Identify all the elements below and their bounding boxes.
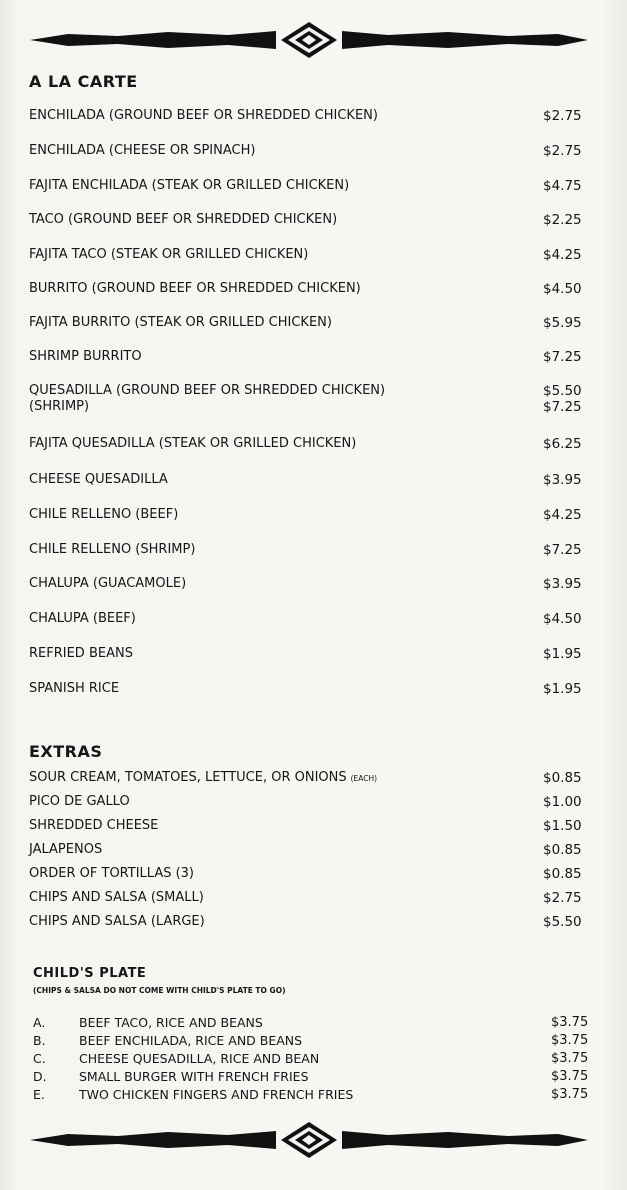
menu-item-name: ENCHILADA (CHEESE OR SPINACH) — [29, 143, 256, 158]
a-la-carte-heading: A LA CARTE — [29, 72, 138, 91]
menu-item-secondary-name: (SHRIMP) — [29, 399, 90, 414]
menu-item-price: $7.25 — [543, 349, 582, 365]
extra-item-name — [29, 818, 158, 833]
menu-item-name: CHILE RELLENO (SHRIMP) — [29, 542, 196, 557]
menu-item-secondary-price: $7.25 — [543, 399, 582, 415]
menu-item-price: $4.25 — [543, 507, 582, 523]
childs-plate-price: $3.75 — [551, 1069, 589, 1084]
extra-item-price: $1.00 — [543, 794, 582, 810]
menu-item-name: FAJITA BURRITO (STEAK OR GRILLED CHICKEN) — [29, 315, 332, 330]
menu-item-price: $5.50 — [543, 383, 582, 399]
menu-item-name: CHEESE QUESADILLA — [29, 472, 168, 487]
menu-item-price: $5.95 — [543, 315, 582, 331]
childs-plate-description: SMALL BURGER WITH FRENCH FRIES — [79, 1069, 309, 1084]
bottom-ornament-divider — [28, 1120, 590, 1160]
menu-item-name: SPANISH RICE — [29, 681, 120, 696]
menu-item-name: FAJITA QUESADILLA (STEAK OR GRILLED CHICKEN) — [29, 436, 357, 451]
childs-plate-price: $3.75 — [551, 1087, 589, 1102]
childs-plate-letter: E. — [33, 1087, 45, 1102]
menu-item-price: $2.75 — [543, 108, 582, 124]
childs-plate-letter: A. — [33, 1015, 46, 1030]
childs-plate-note: (CHIPS & SALSA DO NOT COME WITH CHILD'S PLATE TO GO) — [33, 986, 286, 995]
menu-item-price: $4.25 — [543, 247, 582, 263]
extra-item-name — [29, 914, 205, 929]
extra-item-price: $0.85 — [543, 770, 582, 786]
extras-heading: EXTRAS — [29, 742, 103, 761]
extra-item-name — [29, 890, 204, 905]
extra-item-name — [29, 842, 102, 857]
menu-item-price: $7.25 — [543, 542, 582, 558]
extra-item-name-text: PICO DE GALLO — [29, 794, 130, 809]
childs-plate-letter: D. — [33, 1069, 47, 1084]
menu-item-name: CHALUPA (BEEF) — [29, 611, 136, 626]
menu-item-name: SHRIMP BURRITO — [29, 349, 142, 364]
childs-plate-description: CHEESE QUESADILLA, RICE AND BEAN — [79, 1051, 320, 1066]
extra-item-price: $5.50 — [543, 914, 582, 930]
extra-item-name-text: CHIPS AND SALSA (LARGE) — [29, 914, 205, 929]
extra-item-name — [29, 770, 377, 785]
menu-item-price: $1.95 — [543, 681, 582, 697]
childs-plate-letter: C. — [33, 1051, 46, 1066]
extra-item-name-text: SHREDDED CHEESE — [29, 818, 159, 833]
menu-item-name: CHILE RELLENO (BEEF) — [29, 507, 179, 522]
menu-item-price: $6.25 — [543, 436, 582, 452]
childs-plate-heading: CHILD'S PLATE — [33, 966, 147, 981]
menu-item-price: $1.95 — [543, 646, 582, 662]
childs-plate-price: $3.75 — [551, 1033, 589, 1048]
menu-item-name: QUESADILLA (GROUND BEEF OR SHREDDED CHICKEN) — [29, 383, 386, 398]
menu-item-price: $4.50 — [543, 281, 582, 297]
menu-item-price: $4.75 — [543, 178, 582, 194]
menu-item-name: FAJITA ENCHILADA (STEAK OR GRILLED CHICKEN) — [29, 178, 350, 193]
childs-plate-letter: B. — [33, 1033, 46, 1048]
menu-item-price: $3.95 — [543, 472, 582, 488]
menu-item-price: $3.95 — [543, 576, 582, 592]
top-ornament-divider — [28, 20, 590, 60]
extra-item-suffix: (EACH) — [350, 774, 378, 783]
menu-item-name: REFRIED BEANS — [29, 646, 133, 661]
extra-item-name-text: SOUR CREAM, TOMATOES, LETTUCE, OR ONIONS — [29, 770, 347, 785]
childs-plate-description: TWO CHICKEN FINGERS AND FRENCH FRIES — [79, 1087, 354, 1102]
menu-item-name: BURRITO (GROUND BEEF OR SHREDDED CHICKEN) — [29, 281, 361, 296]
extra-item-price: $2.75 — [543, 890, 582, 906]
menu-item-price: $2.75 — [543, 143, 582, 159]
extra-item-name — [29, 794, 130, 809]
childs-plate-description: BEEF TACO, RICE AND BEANS — [79, 1015, 263, 1030]
menu-item-name: FAJITA TACO (STEAK OR GRILLED CHICKEN) — [29, 247, 309, 262]
extra-item-name-text: ORDER OF TORTILLAS (3) — [29, 866, 195, 881]
extra-item-price: $0.85 — [543, 866, 582, 882]
childs-plate-price: $3.75 — [551, 1015, 589, 1030]
menu-item-price: $4.50 — [543, 611, 582, 627]
extra-item-name — [29, 866, 194, 881]
menu-item-name: CHALUPA (GUACAMOLE) — [29, 576, 187, 591]
extra-item-price: $1.50 — [543, 818, 582, 834]
menu-item-price: $2.25 — [543, 212, 582, 228]
extra-item-name-text: CHIPS AND SALSA (SMALL) — [29, 890, 204, 905]
childs-plate-description: BEEF ENCHILADA, RICE AND BEANS — [79, 1033, 303, 1048]
menu-item-name: TACO (GROUND BEEF OR SHREDDED CHICKEN) — [29, 212, 338, 227]
menu-item-name: ENCHILADA (GROUND BEEF OR SHREDDED CHICKEN) — [29, 108, 378, 123]
extra-item-price: $0.85 — [543, 842, 582, 858]
extra-item-name-text: JALAPENOS — [29, 842, 103, 857]
childs-plate-price: $3.75 — [551, 1051, 589, 1066]
